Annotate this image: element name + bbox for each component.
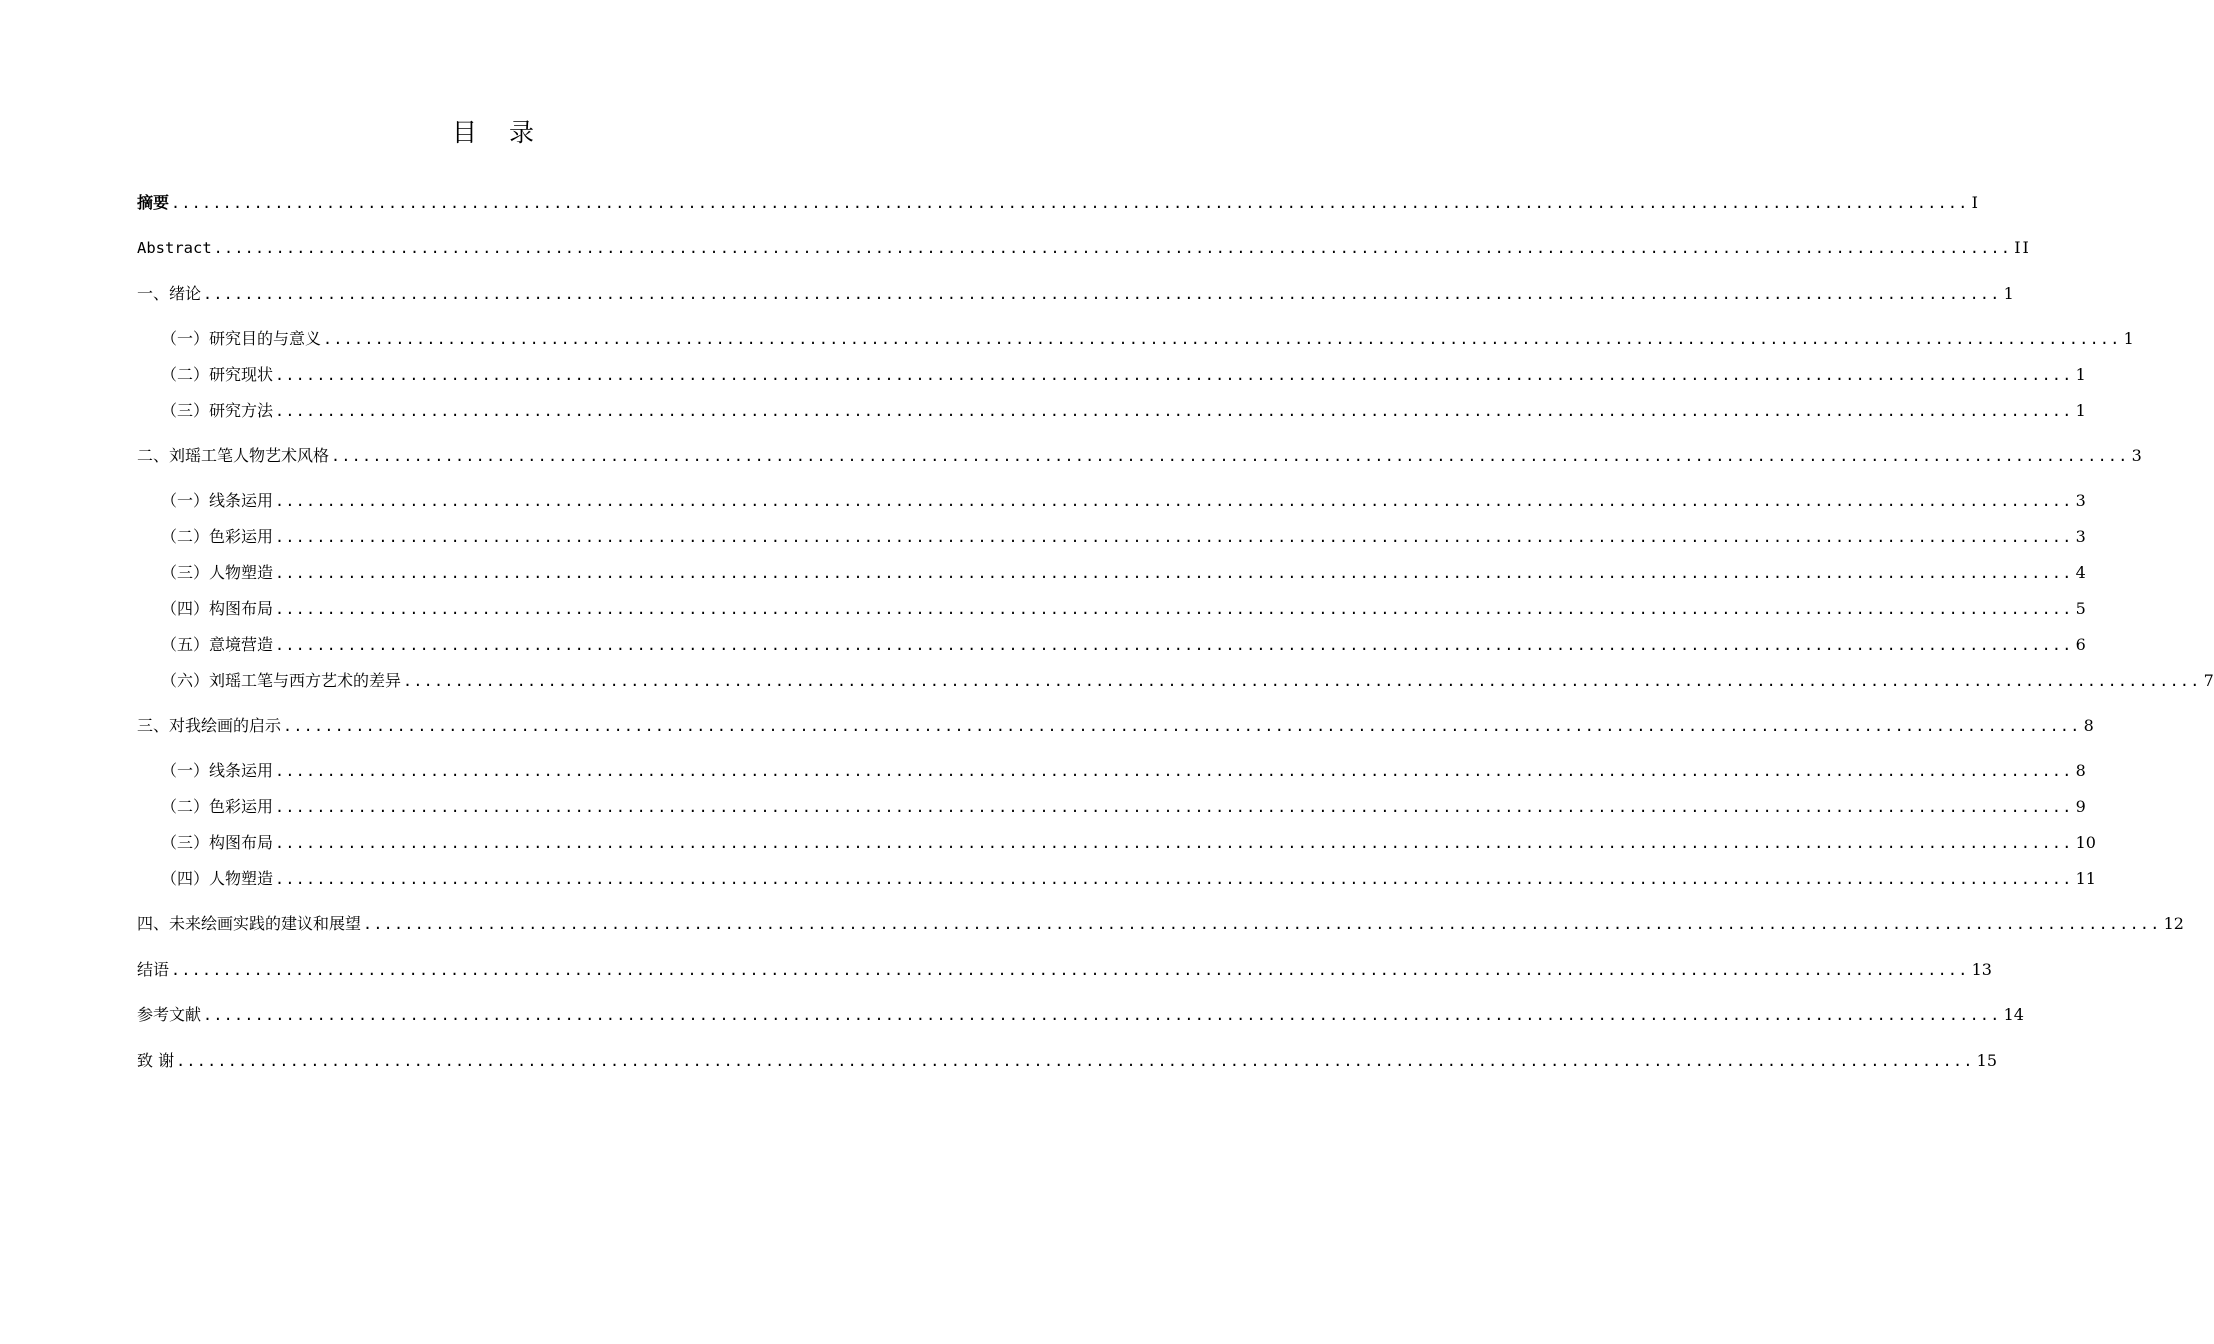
toc-entry-label: 致 谢	[137, 1051, 175, 1070]
toc-entry-section-2-4[interactable]	[161, 596, 2086, 622]
toc-entry-label: （一）研究目的与意义	[161, 329, 322, 348]
toc-leader: ..............................................................................................................................................................................	[283, 717, 2081, 735]
toc-entry-page: 8	[2075, 761, 2086, 780]
toc-entry-page: 1	[2075, 401, 2086, 420]
toc-entry-page: 9	[2075, 797, 2086, 816]
toc-entry-abstract-en[interactable]	[137, 235, 2031, 261]
toc-entry-label: （三）人物塑造	[161, 563, 274, 582]
toc-entry-page: 1	[2003, 284, 2014, 303]
toc-entry-label: （六）刘瑶工笔与西方艺术的差异	[161, 671, 402, 690]
toc-entry-label: （三）构图布局	[161, 833, 274, 852]
toc-entry-page: 14	[2003, 1005, 2024, 1024]
toc-leader: ..............................................................................................................................................................................	[275, 870, 2073, 888]
toc-leader: ..............................................................................................................................................................................	[275, 402, 2073, 420]
toc-leader: ..............................................................................................................................................................................	[203, 1006, 2001, 1024]
toc-entry-section-3-3[interactable]	[161, 830, 2096, 856]
toc-entry-page: 11	[2075, 869, 2096, 888]
toc-leader: ..............................................................................................................................................................................	[275, 834, 2073, 852]
toc-entry-page: 3	[2075, 491, 2086, 510]
toc-entry-label: 参考文献	[137, 1005, 202, 1024]
toc-entry-label: Abstract	[137, 239, 212, 257]
toc-leader: ..............................................................................................................................................................................	[275, 492, 2073, 510]
toc-entry-label: （四）构图布局	[161, 599, 274, 618]
toc-entry-page: 10	[2075, 833, 2096, 852]
toc-leader: ..............................................................................................................................................................................	[363, 915, 2161, 933]
toc-entry-chapter-3[interactable]	[137, 713, 2094, 739]
toc-entry-chapter-4[interactable]	[137, 911, 2184, 937]
toc-entry-page: 13	[1971, 960, 1992, 979]
toc-leader: ..............................................................................................................................................................................	[176, 1052, 1974, 1070]
toc-entry-label: （二）色彩运用	[161, 797, 274, 816]
toc-entry-section-2-2[interactable]	[161, 524, 2086, 550]
toc-entry-label: （二）色彩运用	[161, 527, 274, 546]
toc-entry-section-1-2[interactable]	[161, 362, 2086, 388]
toc-entry-page: 6	[2075, 635, 2086, 654]
toc-entry-abstract-cn[interactable]	[137, 190, 1980, 216]
toc-leader: ..............................................................................................................................................................................	[275, 366, 2073, 384]
toc-entry-label: 二、刘瑶工笔人物艺术风格	[137, 446, 330, 465]
toc-entry-page: I	[1971, 193, 1980, 212]
toc-entry-section-2-1[interactable]	[161, 488, 2086, 514]
toc-leader: ..............................................................................................................................................................................	[275, 564, 2073, 582]
toc-entry-section-2-3[interactable]	[161, 560, 2086, 586]
toc-leader: ..............................................................................................................................................................................	[331, 447, 2129, 465]
toc-entry-section-1-3[interactable]	[161, 398, 2086, 424]
toc-entry-section-3-2[interactable]	[161, 794, 2086, 820]
toc-leader: ..............................................................................................................................................................................	[171, 194, 1969, 212]
toc-entry-section-3-1[interactable]	[161, 758, 2086, 784]
toc-entry-page: 15	[1976, 1051, 1998, 1070]
toc-entry-page: 7	[2203, 671, 2214, 690]
toc-entry-page: 3	[2075, 527, 2086, 546]
toc-leader: ..............................................................................................................................................................................	[323, 330, 2121, 348]
toc-entry-label: （三）研究方法	[161, 401, 274, 420]
toc-entry-page: 4	[2075, 563, 2086, 582]
toc-leader: ..............................................................................................................................................................................	[275, 762, 2073, 780]
toc-entry-label: 三、对我绘画的启示	[137, 716, 282, 735]
toc-entry-acknowledgements[interactable]	[137, 1048, 1998, 1074]
toc-entry-label: （一）线条运用	[161, 761, 274, 780]
toc-entry-label: 摘要	[137, 193, 170, 212]
toc-entry-page: 12	[2163, 914, 2184, 933]
toc-entry-conclusion[interactable]	[137, 957, 1992, 983]
toc-leader: ..............................................................................................................................................................................	[275, 528, 2073, 546]
toc-entry-page: 3	[2131, 446, 2142, 465]
toc-entry-label: 结语	[137, 960, 170, 979]
toc-entry-references[interactable]	[137, 1002, 2024, 1028]
toc-entry-section-3-4[interactable]	[161, 866, 2096, 892]
toc-entry-label: （四）人物塑造	[161, 869, 274, 888]
toc-leader: ..............................................................................................................................................................................	[403, 672, 2201, 690]
toc-leader: ..............................................................................................................................................................................	[203, 285, 2001, 303]
toc-leader: ..............................................................................................................................................................................	[213, 239, 2012, 257]
toc-entry-label: 四、未来绘画实践的建议和展望	[137, 914, 362, 933]
toc-leader: ..............................................................................................................................................................................	[171, 961, 1969, 979]
page-title: 目 录	[452, 118, 546, 147]
toc-leader: ..............................................................................................................................................................................	[275, 798, 2073, 816]
toc-entry-label: （五）意境营造	[161, 635, 274, 654]
toc-entry-chapter-1[interactable]	[137, 281, 2014, 307]
toc-entry-page: 5	[2075, 599, 2086, 618]
toc-entry-label: （一）线条运用	[161, 491, 274, 510]
toc-entry-section-1-1[interactable]	[161, 326, 2134, 352]
toc-entry-section-2-5[interactable]	[161, 632, 2086, 658]
toc-entry-page: 1	[2075, 365, 2086, 384]
toc-entry-chapter-2[interactable]	[137, 443, 2142, 469]
toc-entry-label: （二）研究现状	[161, 365, 274, 384]
toc-leader: ..............................................................................................................................................................................	[275, 600, 2073, 618]
toc-entry-page: 1	[2123, 329, 2134, 348]
toc-entry-page: II	[2014, 238, 2031, 257]
toc-entry-section-2-6[interactable]	[161, 668, 2214, 694]
toc-leader: ..............................................................................................................................................................................	[275, 636, 2073, 654]
toc-entry-page: 8	[2083, 716, 2094, 735]
toc-entry-label: 一、绪论	[137, 284, 202, 303]
